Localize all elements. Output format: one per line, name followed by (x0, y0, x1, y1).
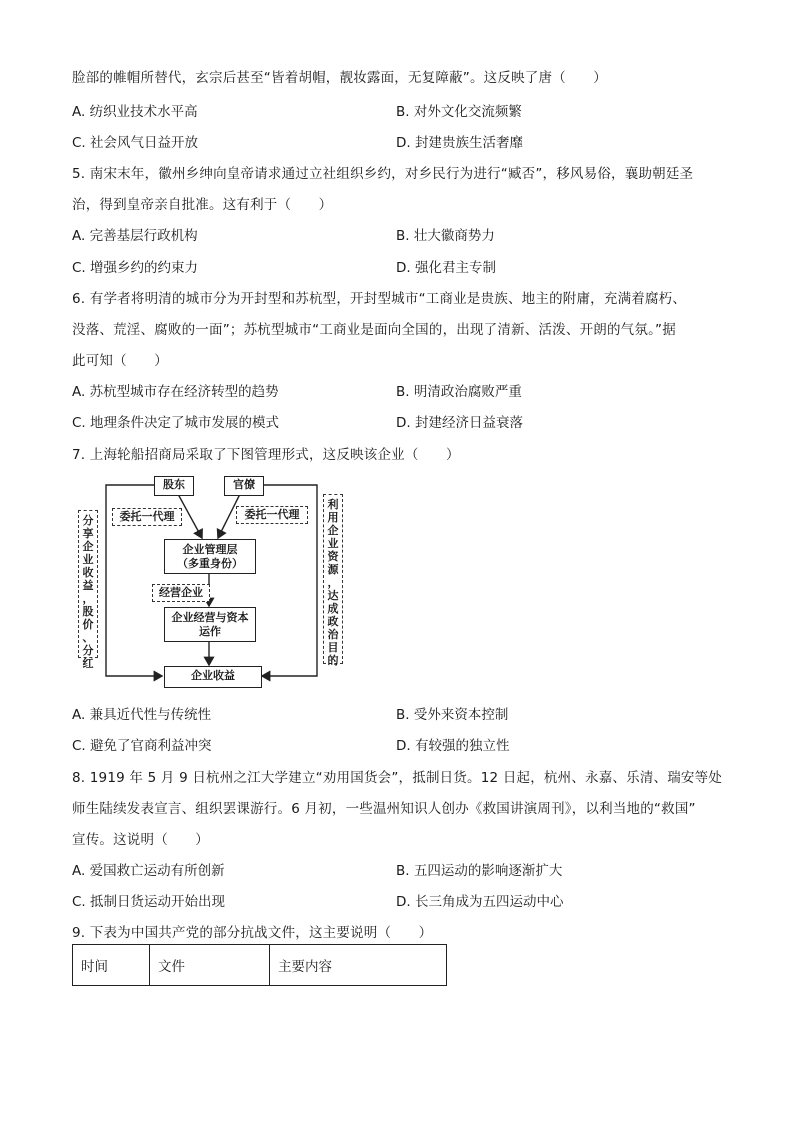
left-side-char: 价 (82, 618, 94, 631)
right-side-char: 资 (327, 550, 339, 563)
left-side-char: 业 (82, 553, 94, 566)
right-side-char: 治 (327, 628, 339, 641)
q6-option-a[interactable]: A. 苏杭型城市存在经济转型的趋势 (72, 384, 279, 400)
revenue-box: 企业收益 (164, 666, 262, 688)
q8-option-c[interactable]: C. 抵制日货运动开始出现 (72, 894, 226, 910)
q5-option-c[interactable]: C. 增强乡约的约束力 (72, 260, 199, 276)
management-diagram (72, 466, 362, 696)
management-line1: 企业管理层 (182, 543, 238, 556)
shareholders-box: 股东 (154, 476, 194, 496)
q7-option-a[interactable]: A. 兼具近代性与传统性 (72, 707, 212, 723)
q8-stem-line2: 师生陆续发表宣言、组织罢课游行。6 月初，一些温州知识人创办《救国讲演周刊》，以利当地的“救国” (72, 801, 696, 817)
delegate-left-label: 委托一代理 (112, 508, 182, 526)
right-side-char: 源 (327, 563, 339, 576)
left-side-char: 收 (82, 566, 94, 579)
q9-table (72, 944, 447, 986)
right-side-char: 业 (327, 537, 339, 550)
q4-stem: 脸部的帷帽所替代，玄宗后甚至“皆着胡帽，靓妆露面，无复障蔽”。这反映了唐（ ） (72, 70, 607, 86)
right-side-char: 的 (327, 654, 339, 667)
table-header-document: 文件 (150, 945, 270, 986)
q5-option-d[interactable]: D. 强化君主专制 (396, 260, 496, 276)
q4-option-c[interactable]: C. 社会风气日益开放 (72, 135, 199, 151)
right-side-char: 企 (327, 524, 339, 537)
q6-option-d[interactable]: D. 封建经济日益衰落 (396, 415, 523, 431)
right-side-char: ， (327, 576, 339, 589)
q4-option-b[interactable]: B. 对外文化交流频繁 (396, 104, 522, 120)
right-side-char: 达 (327, 589, 339, 602)
q7-option-d[interactable]: D. 有较强的独立性 (396, 738, 510, 754)
right-side-label (323, 494, 343, 667)
left-side-label (78, 510, 98, 670)
q5-stem-line2: 治，得到皇帝亲自批准。这有利于（ ） (72, 197, 333, 213)
management-line2: （多重身份） (177, 557, 243, 570)
operations-box (164, 607, 256, 642)
delegate-right-label: 委托一代理 (236, 506, 308, 524)
q6-option-b[interactable]: B. 明清政治腐败严重 (396, 384, 522, 400)
q5-option-a[interactable]: A. 完善基层行政机构 (72, 228, 198, 244)
q6-stem-line3: 此可知（ ） (72, 353, 168, 369)
q9-stem: 9. 下表为中国共产党的部分抗战文件，这主要说明（ ） (72, 925, 433, 941)
q7-stem: 7. 上海轮船招商局采取了下图管理形式，这反映该企业（ ） (72, 447, 460, 463)
left-side-char: 益 (82, 579, 94, 592)
q4-option-a[interactable]: A. 纺织业技术水平高 (72, 104, 198, 120)
operations-line1: 企业经营与资本 (171, 611, 249, 624)
q8-option-a[interactable]: A. 爱国救亡运动有所创新 (72, 863, 225, 879)
table-header-row (73, 945, 447, 986)
q5-option-b[interactable]: B. 壮大徽商势力 (396, 228, 495, 244)
left-side-char: 、 (82, 631, 94, 644)
table-header-time: 时间 (73, 945, 150, 986)
officials-box: 官僚 (224, 476, 264, 496)
left-side-char: 企 (82, 540, 94, 553)
left-side-char: 分 (82, 644, 94, 657)
left-side-char: 分 (82, 514, 94, 527)
diagram-arrows (72, 466, 362, 696)
q4-option-d[interactable]: D. 封建贵族生活奢靡 (396, 135, 523, 151)
q5-stem-line1: 5. 南宋末年，徽州乡绅向皇帝请求通过立社组织乡约，对乡民行为进行“臧否”，移风易俗，襄助朝廷圣 (72, 166, 694, 182)
right-side-char: 利 (327, 498, 339, 511)
right-side-char: 成 (327, 602, 339, 615)
left-side-char: ， (82, 592, 94, 605)
q8-option-d[interactable]: D. 长三角成为五四运动中心 (396, 894, 564, 910)
q6-option-c[interactable]: C. 地理条件决定了城市发展的模式 (72, 415, 280, 431)
management-box (164, 539, 256, 574)
q8-stem-line3: 宣传。这说明（ ） (72, 832, 209, 848)
right-side-char: 用 (327, 511, 339, 524)
left-side-char: 享 (82, 527, 94, 540)
q6-stem-line1: 6. 有学者将明清的城市分为开封型和苏杭型，开封型城市“工商业是贵族、地主的附庸，充满着腐朽、 (72, 291, 687, 307)
operations-line2: 运作 (199, 625, 221, 638)
q7-option-b[interactable]: B. 受外来资本控制 (396, 707, 509, 723)
table-header-content: 主要内容 (270, 945, 447, 986)
operate-label: 经营企业 (152, 584, 210, 602)
q7-option-c[interactable]: C. 避免了官商利益冲突 (72, 738, 212, 754)
right-side-char: 目 (327, 641, 339, 654)
q8-stem-line1: 8. 1919 年 5 月 9 日杭州之江大学建立“劝用国货会”，抵制日货。12 日起，杭州、永嘉、乐清、瑞安等处 (72, 770, 723, 786)
q6-stem-line2: 没落、荒淫、腐败的一面”；苏杭型城市“工商业是面向全国的，出现了清新、活泼、开朗的气氛。”据 (72, 322, 676, 338)
left-side-char: 股 (82, 605, 94, 618)
left-side-char: 红 (82, 657, 94, 670)
right-side-char: 政 (327, 615, 339, 628)
q8-option-b[interactable]: B. 五四运动的影响逐渐扩大 (396, 863, 563, 879)
